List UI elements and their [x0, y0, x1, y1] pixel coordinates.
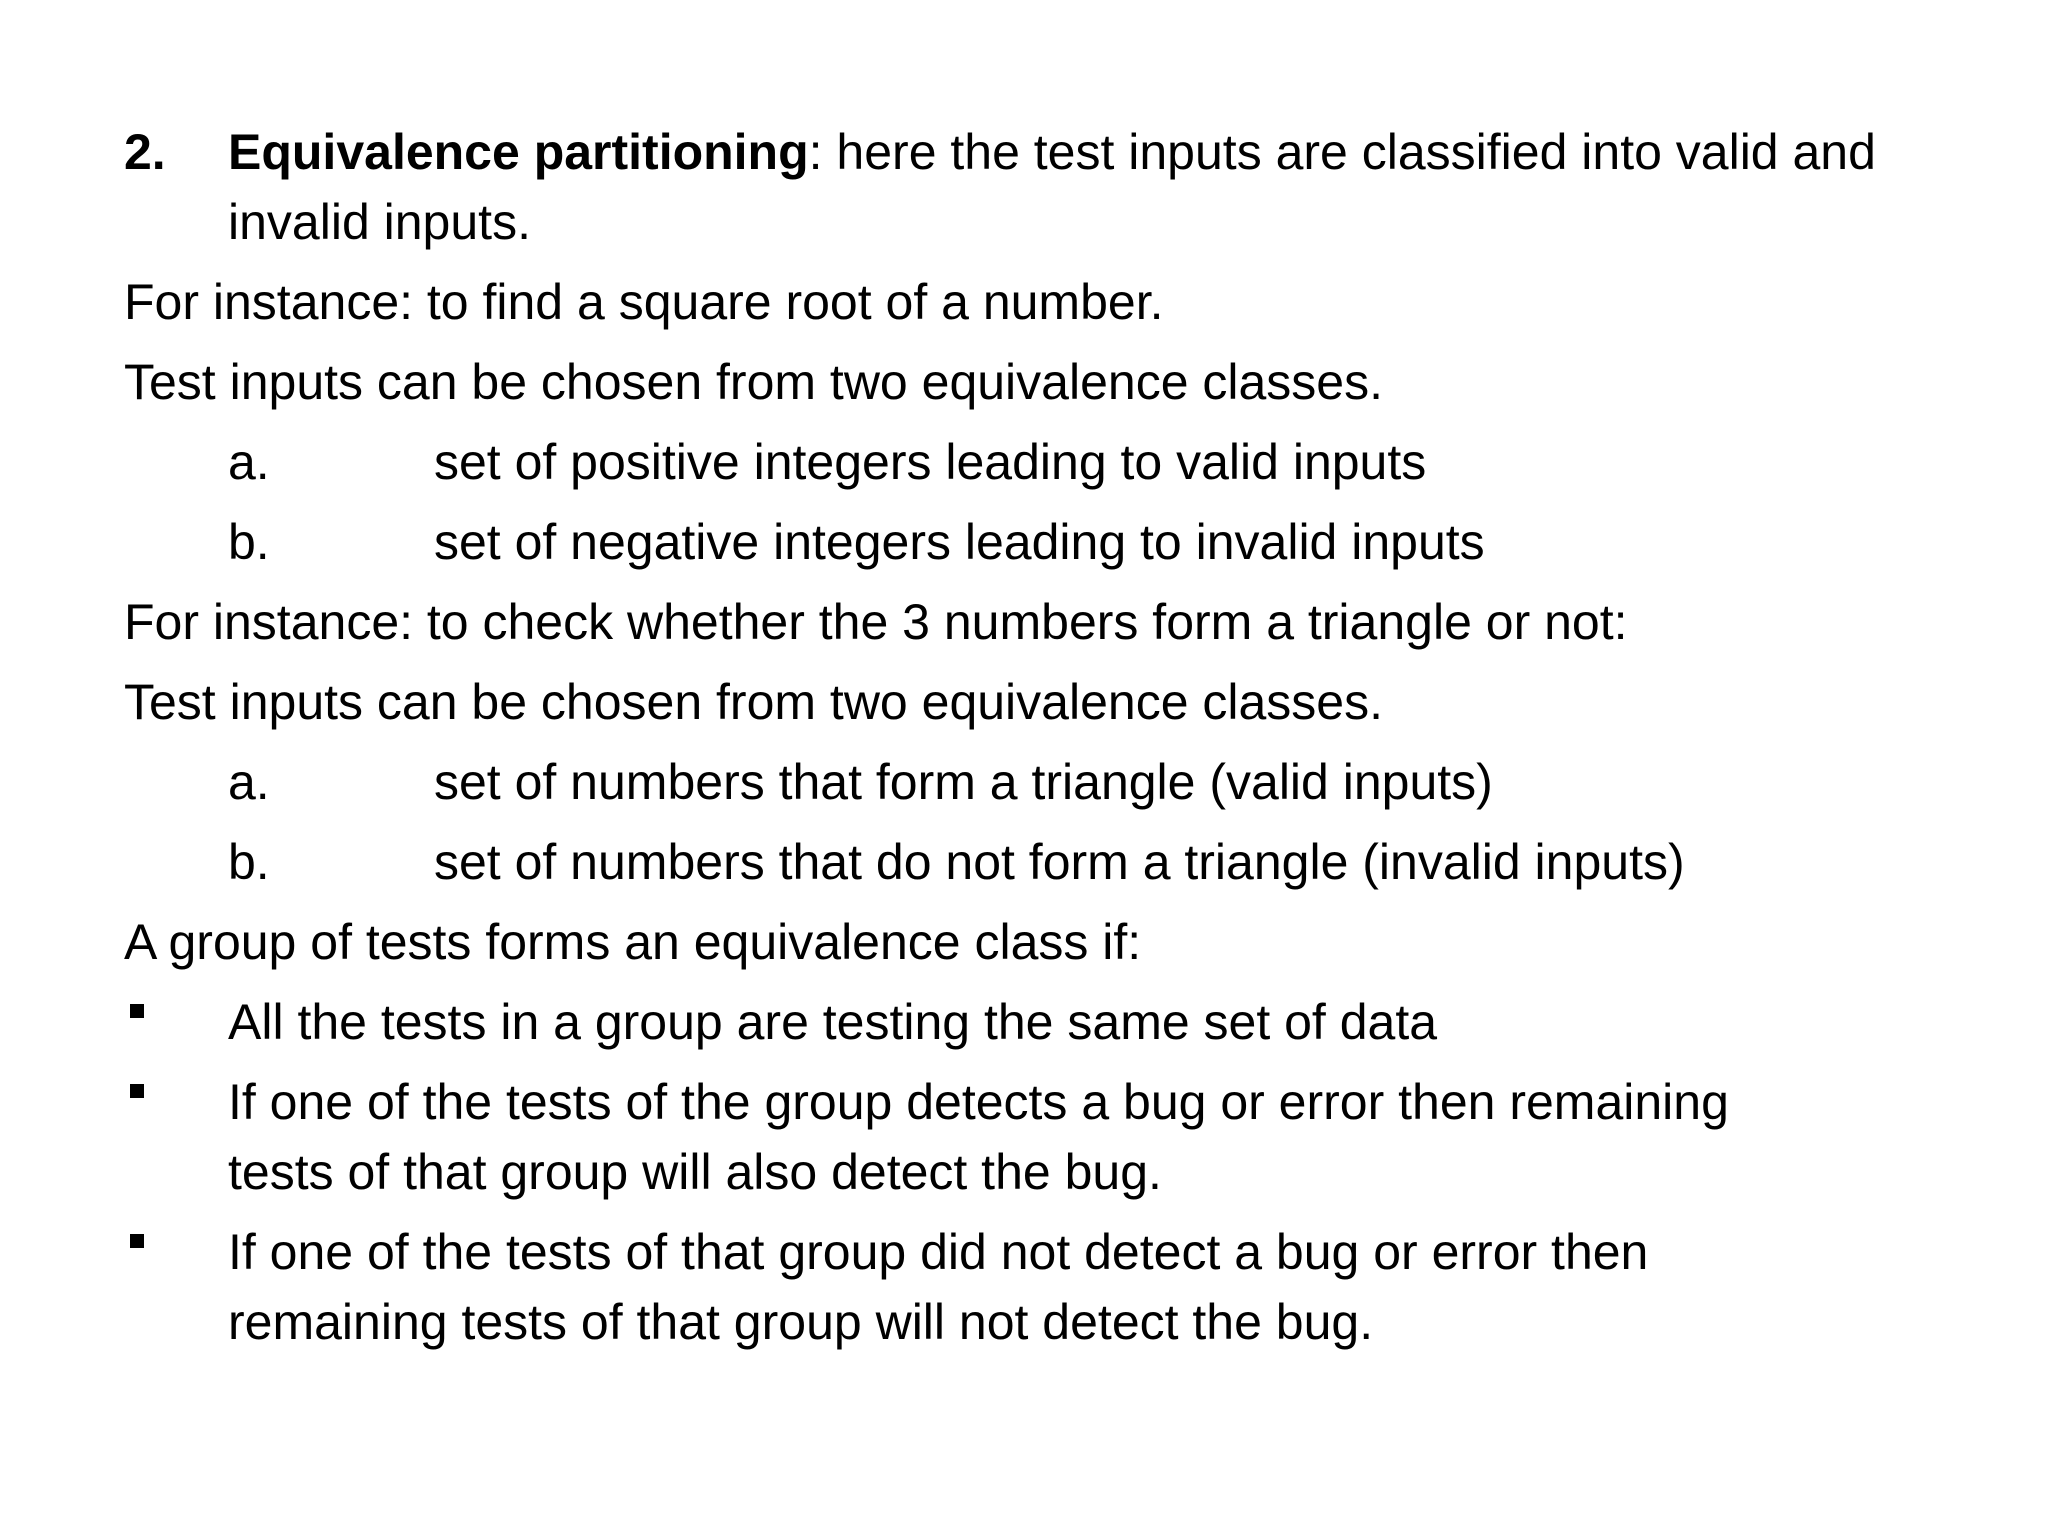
heading-line-2: invalid inputs. [228, 194, 531, 250]
square-bullet-icon [130, 1084, 144, 1098]
heading-term: Equivalence partitioning [228, 124, 809, 180]
group-bullet-2-line-1: If one of the tests of the group detects a bug or error then remaining [228, 1074, 1729, 1130]
example1-item-b-marker: b. [228, 514, 270, 570]
square-bullet-icon [130, 1234, 144, 1248]
example2-classes-intro: Test inputs can be chosen from two equivalence classes. [124, 674, 1384, 730]
example1-item-a-text: set of positive integers leading to valid inputs [434, 434, 1427, 490]
example1-classes-intro: Test inputs can be chosen from two equivalence classes. [124, 354, 1384, 410]
example2-item-b-marker: b. [228, 834, 270, 890]
example1-item-b-text: set of negative integers leading to invalid inputs [434, 514, 1485, 570]
group-bullet-2-line-2: tests of that group will also detect the bug. [228, 1144, 1162, 1200]
group-intro: A group of tests forms an equivalence class if: [124, 914, 1142, 970]
group-bullet-3-line-2: remaining tests of that group will not detect the bug. [228, 1294, 1374, 1350]
example2-intro: For instance: to check whether the 3 numbers form a triangle or not: [124, 594, 1628, 650]
heading-desc-1: : here the test inputs are classified into valid and [808, 124, 1876, 180]
heading-line-1 [228, 118, 1876, 186]
example2-item-a-marker: a. [228, 754, 270, 810]
group-bullet-3-line-1: If one of the tests of that group did not detect a bug or error then [228, 1224, 1649, 1280]
example2-item-b-text: set of numbers that do not form a triangle (invalid inputs) [434, 834, 1685, 890]
example1-intro: For instance: to find a square root of a number. [124, 274, 1164, 330]
example1-item-a-marker: a. [228, 434, 270, 490]
group-bullet-1: All the tests in a group are testing the same set of data [228, 994, 1438, 1050]
heading-number: 2. [124, 124, 166, 180]
square-bullet-icon [130, 1004, 144, 1018]
example2-item-a-text: set of numbers that form a triangle (valid inputs) [434, 754, 1493, 810]
